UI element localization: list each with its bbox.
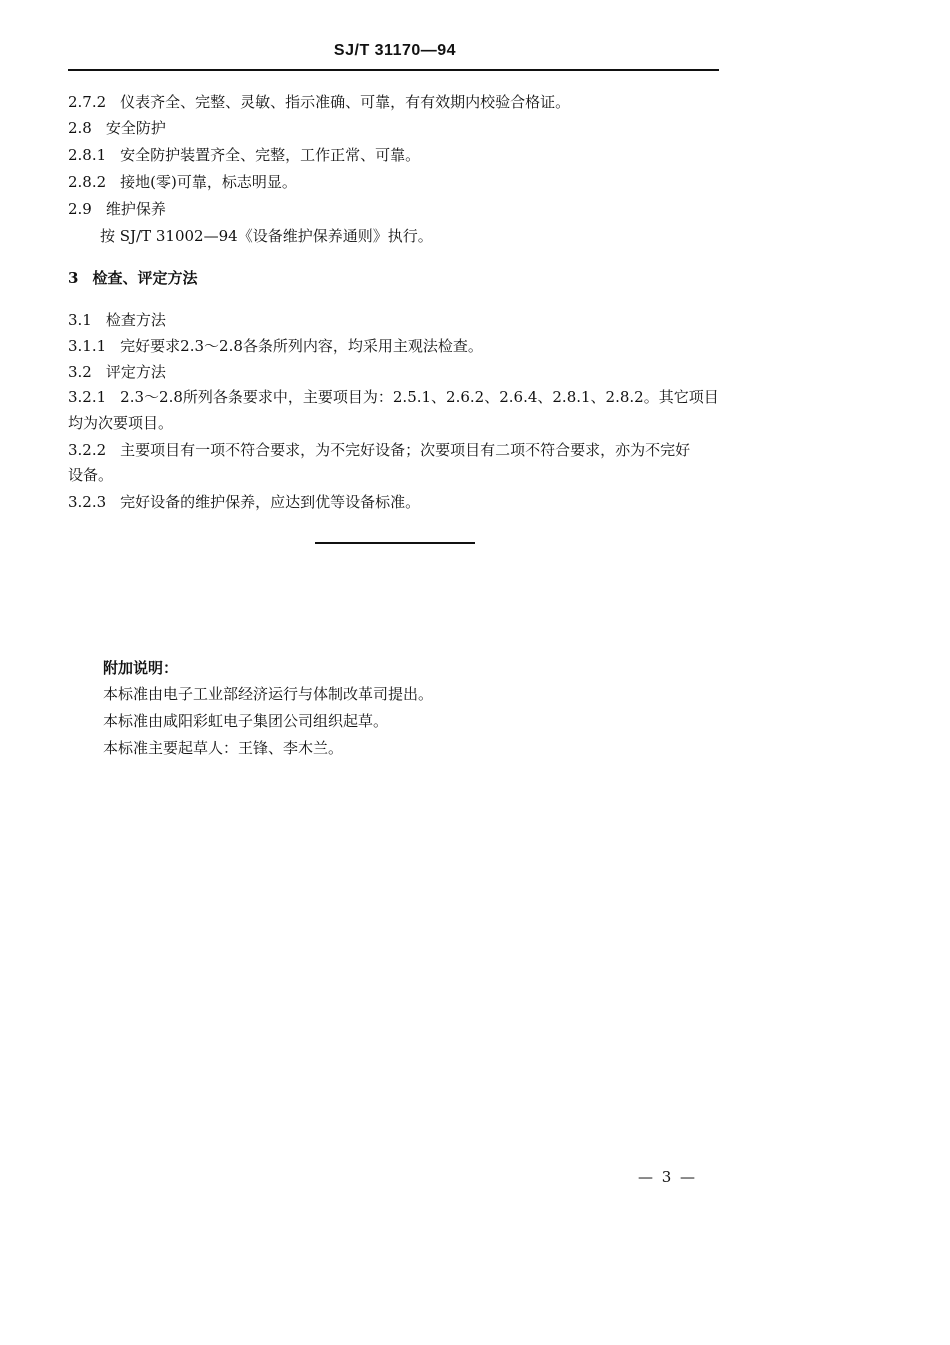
- additional-note-line: 本标准主要起草人：王锋、李木兰。: [103, 739, 344, 757]
- page-number: — 3 —: [637, 1168, 698, 1186]
- additional-note-line: 本标准由电子工业部经济运行与体制改革司提出。: [103, 685, 434, 703]
- clause-3-2-1: [68, 387, 728, 407]
- clause-text: 设备。: [68, 466, 114, 484]
- clause-text: 均为次要项目。: [68, 414, 174, 432]
- clause-number: 2.7.2: [68, 93, 107, 111]
- clause-number: 2.8.2: [68, 173, 107, 191]
- clause-2-8: [68, 118, 728, 138]
- clause-3-2-2-continued: [68, 465, 728, 485]
- clause-text: 完好设备的维护保养，应达到优等设备标准。: [120, 493, 421, 511]
- clause-2-7-2: [68, 92, 728, 112]
- clause-text: 主要项目有一项不符合要求，为不完好设备；次要项目有二项不符合要求，亦为不完好: [120, 441, 691, 459]
- clause-number: 3.1.1: [68, 337, 107, 355]
- document-code-header: SJ/T 31170—94: [333, 42, 457, 59]
- clause-2-9: [68, 199, 728, 219]
- clause-2-8-1: [68, 145, 728, 165]
- clause-3-2-1-continued: [68, 413, 728, 433]
- header-rule: [68, 69, 719, 71]
- section-number: 3: [68, 269, 79, 287]
- clause-number: 2.8.1: [68, 146, 107, 164]
- clause-text: 检查方法: [105, 311, 166, 329]
- end-of-text-rule: [315, 542, 475, 544]
- clause-text: 完好要求2.3～2.8各条所列内容，均采用主观法检查。: [120, 337, 483, 355]
- clause-2-9-body: [100, 226, 760, 246]
- clause-text: 按 SJ/T 31002—94《设备维护保养通则》执行。: [100, 227, 433, 245]
- clause-3-1: [68, 310, 728, 330]
- clause-2-8-2: [68, 172, 728, 192]
- clause-3-2-2: [68, 440, 728, 460]
- clause-text: 2.3～2.8所列各条要求中，主要项目为：2.5.1、2.6.2、2.6.4、2.8.1、2.8.2。其它项目: [120, 388, 719, 406]
- clause-number: 3.2.1: [68, 388, 107, 406]
- section-3-heading: [68, 268, 728, 288]
- clause-text: 维护保养: [105, 200, 166, 218]
- clause-text: 接地(零)可靠，标志明显。: [120, 173, 297, 191]
- clause-text: 仪表齐全、完整、灵敏、指示准确、可靠，有有效期内校验合格证。: [120, 93, 571, 111]
- clause-3-1-1: [68, 336, 728, 356]
- additional-notes-title: 附加说明：: [103, 659, 179, 677]
- clause-3-2-3: [68, 492, 728, 512]
- clause-number: 3.2.2: [68, 441, 107, 459]
- clause-text: 安全防护装置齐全、完整，工作正常、可靠。: [120, 146, 421, 164]
- clause-number: 3.2: [68, 363, 92, 381]
- clause-number: 3.2.3: [68, 493, 107, 511]
- clause-number: 2.9: [68, 200, 92, 218]
- additional-note-line: 本标准由咸阳彩虹电子集团公司组织起草。: [103, 712, 389, 730]
- clause-text: 评定方法: [105, 363, 166, 381]
- clause-3-2: [68, 362, 728, 382]
- clause-number: 2.8: [68, 119, 92, 137]
- clause-text: 安全防护: [105, 119, 166, 137]
- clause-number: 3.1: [68, 311, 92, 329]
- section-title: 检查、评定方法: [92, 269, 198, 287]
